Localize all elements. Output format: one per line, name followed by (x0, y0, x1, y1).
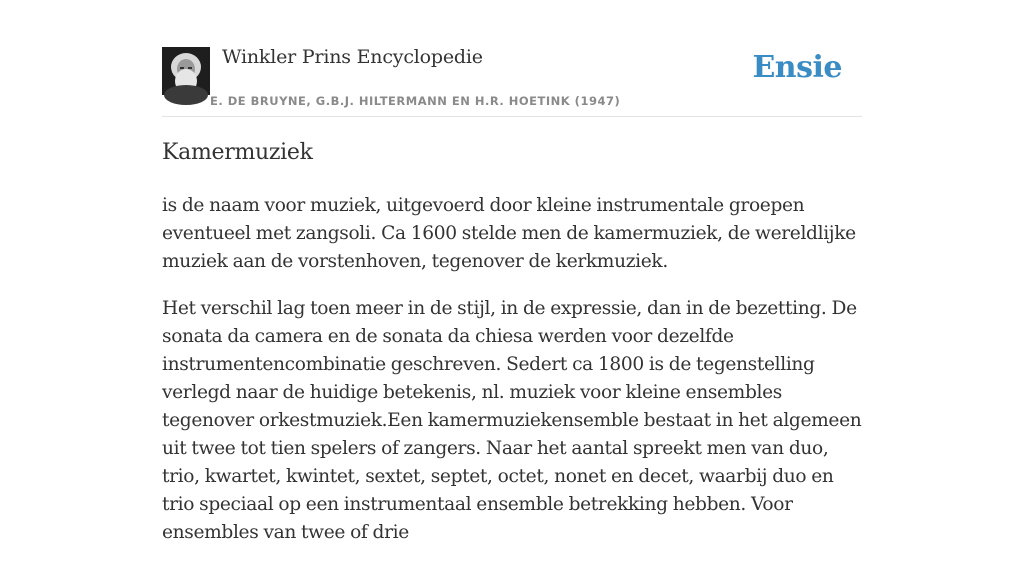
publication-header (162, 0, 862, 117)
article-body (162, 192, 862, 566)
article-paragraph: Het verschil lag toen meer in de stijl, in de expressie, dan in de bezetting. De sonata da camera en de sonata da chiesa werden voor dezelfde instrumentencombinatie geschreven. Sedert ca 1800 is de tegenstelling verlegd naar de huidige betekenis, nl. muziek voor kleine ensembles tegenover orkestmuziek.Een kamermuziekensemble bestaat in het algemeen uit twee tot tien spelers of zangers. Naar het aantal spreekt men van duo, trio, kwartet, kwintet, sextet, septet, octet, nonet en decet, waarbij duo en trio speciaal op een instrumentaal ensemble betrekking hebben. Voor ensembles van twee of drie (162, 298, 862, 543)
article-title: Kamermuziek (162, 140, 313, 165)
brand-logo-link[interactable]: Ensie (752, 50, 842, 85)
article-paragraph: is de naam voor muziek, uitgevoerd door kleine instrumentale groepen eventueel met zangsoli. Ca 1600 stelde men de kamermuziek, de wereldlijke muziek aan de vorstenhoven, tegenover de kerkmuziek. (162, 195, 856, 272)
publication-title[interactable]: Winkler Prins Encyclopedie (222, 46, 483, 68)
author-portrait-icon[interactable] (162, 47, 210, 95)
publication-authors: E. DE BRUYNE, G.B.J. HILTERMANN EN H.R. HOETINK (1947) (210, 94, 621, 108)
page (162, 0, 862, 543)
